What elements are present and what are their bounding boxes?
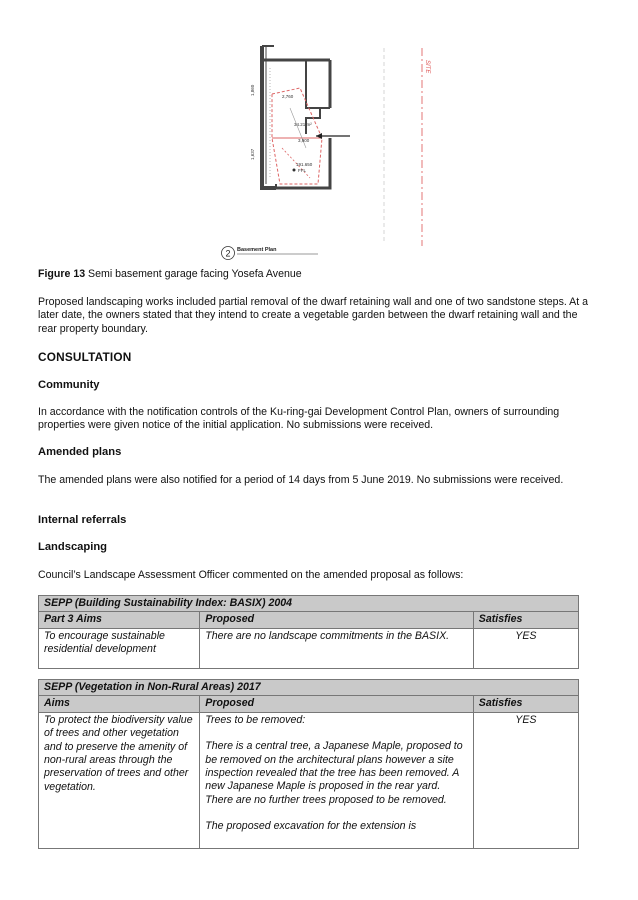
figure-caption [38,268,598,281]
basix-table [38,595,579,669]
table-header-row [39,612,579,628]
level-marker-icon [293,169,296,172]
dimension-label: 2,760 [282,94,294,99]
heading-landscaping: Landscaping [38,541,107,553]
table-row [39,712,579,848]
table-title-row [39,680,579,696]
table-cell-proposed: There are no landscape commitments in the BASIX. [200,628,474,668]
table-cell-satisfies: YES [473,712,578,848]
site-label: SITE [424,60,430,74]
table-cell-aims: To encourage sustainable residential development [39,628,200,668]
dimension-label: 3,900 [298,138,310,143]
figure-label: Figure 13 [38,268,86,280]
column-header: Aims [39,696,200,712]
heading-amended-plans: Amended plans [38,446,122,458]
column-header: Satisfies [473,612,578,628]
heading-consultation: CONSULTATION [38,350,132,364]
table-cell-proposed [200,712,474,848]
area-label: FFL [298,168,307,173]
dimension-label: 1,637 [250,148,255,160]
plan-caption-number: 2 [225,248,231,259]
proposed-line: There is a central tree, a Japanese Maple, proposed to be removed on the architectural plans however a site inspection revealed that the tree has been removed. A new Japanese Maple is proposed in the rear yard. There are no further trees proposed to be removed. [205,740,463,806]
paragraph-community: In accordance with the notification controls of the Ku-ring-gai Development Control Plan, owners of surrounding properties were given notice of the initial application. No submissions were received. [38,406,560,432]
basement-plan-drawing [210,38,450,268]
heading-internal-referrals: Internal referrals [38,514,127,526]
column-header: Satisfies [473,696,578,712]
column-header: Proposed [200,696,474,712]
heading-community: Community [38,379,100,391]
table-cell-aims: To protect the biodiversity value of trees and other vegetation and to preserve the amenity of non-rural areas through the preservation of trees and other vegetation. [39,712,200,848]
area-label: 191.650 [296,162,313,167]
dimension-label: 1,860 [250,84,255,96]
proposed-line: Trees to be removed: [205,713,306,726]
column-header: Proposed [200,612,474,628]
plan-caption-text: Basement Plan [237,247,277,253]
entry-arrow-icon [316,133,350,139]
paragraph-landscape-officer: Council’s Landscape Assessment Officer commented on the amended proposal as follows: [38,569,464,581]
column-header: Part 3 Aims [39,612,200,628]
paragraph-amended: The amended plans were also notified for a period of 14 days from 5 June 2019. No submissions were received. [38,474,564,486]
table-title: SEPP (Vegetation in Non-Rural Areas) 2017 [39,680,579,696]
table-title-row [39,596,579,612]
table-cell-satisfies: YES [473,628,578,668]
area-label: 34.21 m² [294,122,312,127]
figure-caption-text: Semi basement garage facing Yosefa Avenue [85,268,302,280]
proposed-line: The proposed excavation for the extension is [205,820,417,833]
table-header-row [39,696,579,712]
paragraph-landscaping-works: Proposed landscaping works included partial removal of the dwarf retaining wall and one of two sandstone steps. At a later date, the owners stated that they intend to create a vegetable garden between the dwarf retaining wall and the rear property boundary. [38,296,589,335]
table-row [39,628,579,668]
plan-caption [222,247,319,260]
vegetation-table [38,679,579,849]
table-title: SEPP (Building Sustainability Index: BASIX) 2004 [39,596,579,612]
